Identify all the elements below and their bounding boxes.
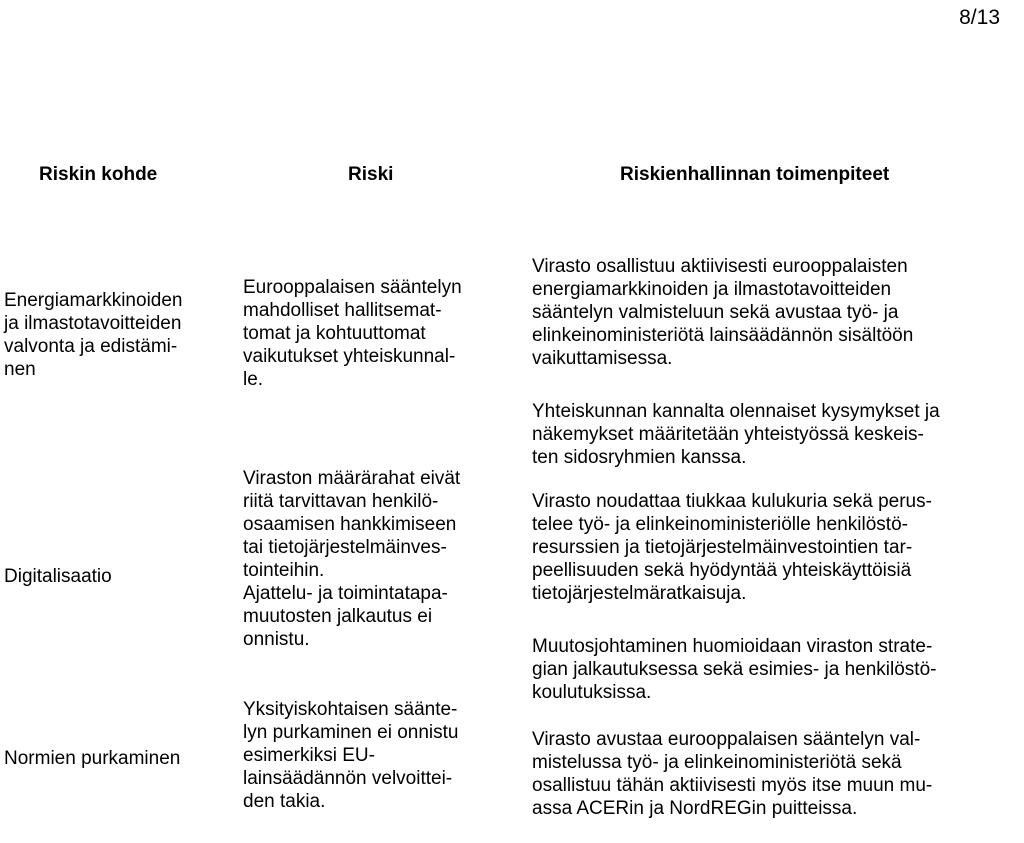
risk-target-cell: Digitalisaatio — [4, 566, 112, 587]
risk-measures-cell — [532, 705, 1022, 843]
measure-paragraph: Virasto avustaa eurooppalaisen sääntelyn val- mistelussa työ- ja elinkeinoministeriötä sekä osallistuu tähän aktiivisesti myös itse muun mu- assa ACERin ja NordREGin puitteissa. — [532, 729, 933, 819]
risk-measures-cell — [532, 467, 1022, 727]
risk-cell: Viraston määrärahat eivät riitä tarvittavan henkilö- osaamisen hankkimiseen tai tietojärjestelmäinves- tointeihin. Ajattelu- ja toimintatapa- muutosten jalkautus ei onnistu. — [243, 468, 461, 650]
measure-paragraph: Yhteiskunnan kannalta olennaiset kysymykset ja näkemykset määritetään yhteistyössä keskeis- ten sidosryhmien kanssa. — [532, 401, 940, 468]
risk-target-cell: Normien purkaminen — [4, 748, 181, 769]
column-header-target: Riskin kohde — [39, 164, 158, 185]
page-number: 8/13 — [959, 6, 1000, 29]
column-header-measures: Riskienhallinnan toimenpiteet — [620, 164, 890, 185]
risk-target-cell: Energiamarkkinoiden ja ilmastotavoitteiden valvonta ja edistämi- nen — [4, 290, 183, 380]
risk-cell: Eurooppalaisen sääntelyn mahdolliset hallitsemat- tomat ja kohtuuttomat vaikutukset yhteiskunnal- le. — [243, 277, 462, 390]
risk-cell: Yksityiskohtaisen säänte- lyn purkaminen ei onnistu esimerkiksi EU- lainsäädännön velvoittei- den takia. — [243, 699, 459, 812]
measure-paragraph: Virasto noudattaa tiukkaa kulukuria sekä perus- telee työ- ja elinkeinoministeriölle henkilöstö- resurssien ja tietojärjestelmäinvestointien tar- peellisuuden sekä hyödyntää yhteiskäyttöisiä tietojärjestelmäratkaisuja. — [532, 491, 932, 604]
risk-measures-cell — [532, 232, 1022, 492]
measure-paragraph: Virasto osallistuu aktiivisesti eurooppalaisten energiamarkkinoiden ja ilmastotavoitteiden sääntelyn valmisteluun sekä avustaa työ- ja elinkeinoministeriötä lainsäädännön sisältöön vaikuttamisessa. — [532, 256, 914, 369]
measure-paragraph: Muutosjohtaminen huomioidaan viraston strate- gian jalkautuksessa sekä esimies- ja henkilöstö- koulutuksissa. — [532, 636, 937, 703]
column-header-risk: Riski — [348, 164, 394, 185]
